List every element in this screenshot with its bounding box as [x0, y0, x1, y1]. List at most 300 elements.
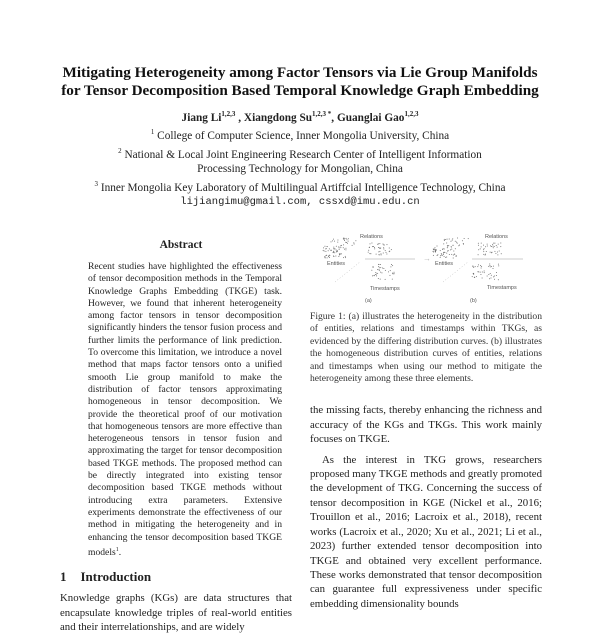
scatter-dot [376, 274, 377, 275]
abstract-body [88, 261, 282, 559]
scatter-dot [478, 254, 479, 255]
scatter-dot [343, 244, 344, 245]
scatter-dot [494, 275, 495, 276]
scatter-dot [483, 254, 484, 255]
scatter-dot [493, 266, 494, 267]
scatter-dot [473, 274, 474, 275]
scatter-dot [333, 239, 334, 240]
scatter-dot [491, 246, 492, 247]
scatter-dot [472, 265, 473, 266]
scatter-dot [353, 242, 354, 243]
scatter-dot [346, 238, 347, 239]
scatter-dot [339, 249, 340, 250]
scatter-dot [490, 277, 491, 278]
scatter-dot [346, 239, 347, 240]
scatter-dot [374, 275, 375, 276]
scatter-dot [334, 252, 335, 253]
scatter-dot [377, 273, 378, 274]
scatter-dot [375, 272, 376, 273]
scatter-dot [446, 253, 447, 254]
scatter-dot [393, 273, 394, 274]
scatter-dot [382, 268, 383, 269]
scatter-dot [328, 255, 329, 256]
scatter-dot [325, 251, 326, 252]
scatter-dot [370, 253, 371, 254]
scatter-dot [435, 249, 436, 250]
scatter-dot [324, 246, 325, 247]
scatter-dot [490, 245, 491, 246]
scatter-dot [333, 256, 334, 257]
footnote-mark[interactable]: 1 [115, 546, 119, 553]
scatter-dot [449, 254, 450, 255]
author-name: Xiangdong Su [243, 111, 313, 124]
scatter-dot [447, 246, 448, 247]
affiliation-text: National & Local Joint Engineering Research Center of Intelligent Information [124, 148, 482, 161]
figure-1 [305, 232, 545, 304]
scatter-dot [386, 252, 387, 253]
affiliation [0, 162, 600, 177]
scatter-dot [340, 247, 341, 248]
scatter-dot [474, 277, 475, 278]
label-timestamps: Timestamps [370, 286, 400, 292]
affiliation [0, 177, 600, 195]
scatter-dot [378, 278, 379, 279]
scatter-dot [485, 246, 486, 247]
scatter-dot [490, 273, 491, 274]
scatter-dot [453, 257, 454, 258]
abstract-end: . [118, 547, 122, 559]
scatter-dot [498, 265, 499, 266]
right-column [305, 232, 545, 611]
left-column [60, 238, 292, 635]
scatter-dot [382, 244, 383, 245]
paper-title [0, 64, 600, 100]
scatter-dot [490, 252, 491, 253]
scatter-dot [348, 238, 349, 239]
scatter-dot [440, 257, 441, 258]
title-line-1: Mitigating Heterogeneity among Factor Tensors via Lie Group Manifolds [62, 64, 538, 81]
scatter-dot [483, 249, 484, 250]
scatter-dot [339, 247, 340, 248]
scatter-dot [437, 254, 438, 255]
scatter-dot [487, 245, 488, 246]
scatter-dot [372, 246, 373, 247]
scatter-dot [498, 244, 499, 245]
scatter-dot [496, 275, 497, 276]
author-name: Jiang Li [181, 111, 222, 124]
scatter-dot [437, 255, 438, 256]
scatter-dot [378, 266, 379, 267]
scatter-dot [448, 245, 449, 246]
figure-panel-b [435, 234, 523, 304]
scatter-dot [441, 253, 442, 254]
scatter-dot [380, 264, 381, 265]
figure-panel-a [327, 234, 415, 304]
scatter-dot [334, 241, 335, 242]
scatter-dot [446, 242, 447, 243]
scatter-dot [496, 245, 497, 246]
scatter-dot [449, 238, 450, 239]
label-entities: Entities [327, 261, 346, 267]
scatter-dot [344, 240, 345, 241]
scatter-dot [433, 255, 434, 256]
scatter-dot [374, 247, 375, 248]
scatter-dot [330, 250, 331, 251]
scatter-dot [369, 253, 370, 254]
scatter-dot [490, 266, 491, 267]
scatter-dot [450, 249, 451, 250]
scatter-dot [377, 244, 378, 245]
abstract-heading: Abstract [159, 239, 203, 251]
scatter-dot [391, 249, 392, 250]
label-b: (b) [470, 298, 477, 304]
scatter-dot [344, 249, 345, 250]
scatter-dot [492, 244, 493, 245]
scatter-dot [493, 276, 494, 277]
scatter-dot [481, 266, 482, 267]
scatter-dot [495, 253, 496, 254]
scatter-dot [335, 255, 336, 256]
scatter-dot [455, 241, 456, 242]
scatter-dot [392, 265, 393, 266]
scatter-dot [333, 251, 334, 252]
scatter-dot [478, 243, 479, 244]
scatter-dot [444, 240, 445, 241]
author-names: Jiang Li$^{1,2,3}$ , Xiangdong $Su^{1,2,3 *}$, Guanglai Gao$^{1,2,3}$ [181, 110, 419, 124]
scatter-dot [488, 274, 489, 275]
scatter-dot [374, 248, 375, 249]
scatter-dot [491, 252, 492, 253]
scatter-dot [451, 247, 452, 248]
scatter-dot [389, 251, 390, 252]
scatter-dot [494, 243, 495, 244]
scatter-dot [376, 275, 377, 276]
scatter-dot [324, 250, 325, 251]
scatter-dot [497, 252, 498, 253]
scatter-dot [386, 244, 387, 245]
scatter-dot [379, 267, 380, 268]
scatter-dot [497, 254, 498, 255]
scatter-dot [339, 254, 340, 255]
scatter-dot [481, 246, 482, 247]
scatter-dot [343, 257, 344, 258]
scatter-dot [372, 275, 373, 276]
scatter-dot [433, 251, 434, 252]
scatter-dot [327, 257, 328, 258]
scatter-dot [487, 276, 488, 277]
scatter-dot [493, 247, 494, 248]
scatter-dot [373, 267, 374, 268]
scatter-dot [378, 251, 379, 252]
affiliation-text: College of Computer Science, Inner Mongolia University, China [157, 130, 450, 143]
scatter-dot [440, 250, 441, 251]
scatter-dot [494, 251, 495, 252]
scatter-dot [390, 266, 391, 267]
scatter-dot [445, 257, 446, 258]
scatter-dot [457, 243, 458, 244]
scatter-dot [378, 243, 379, 244]
scatter-dot [375, 274, 376, 275]
paragraph: the missing facts, thereby enhancing the richness and accuracy of the KGs and TKGs. This work mainly focuses on TKGE. [310, 404, 542, 446]
scatter-dot [453, 255, 454, 256]
scatter-dot [482, 272, 483, 273]
scatter-dot [483, 251, 484, 252]
scatter-dot [389, 247, 390, 248]
affiliation-text: Inner Mongolia Key Laboratory of Multilingual Artiffcial Intelligence Technology, China [100, 181, 506, 194]
section-title: Introduction [80, 569, 152, 585]
author-name: Guanglai Gao [336, 111, 405, 124]
scatter-dot [477, 271, 478, 272]
scatter-dot [494, 279, 495, 280]
scatter-dot [491, 275, 492, 276]
scatter-dot [491, 266, 492, 267]
scatter-dot [343, 247, 344, 248]
scatter-dot [385, 250, 386, 251]
scatter-dot [388, 271, 389, 272]
scatter-dot [450, 241, 451, 242]
scatter-dot [354, 243, 355, 244]
scatter-dot [488, 266, 489, 267]
scatter-dot [493, 243, 494, 244]
abstract-text: Recent studies have highlighted the effectiveness of tensor decomposition methods in the Temporal Knowledge Graphs Embedding (TKGE) task. However, we found that inherent heterogeneity among factor tensors in tensor decomposition significantly hinders the tensor fusion process and further limits the performance of link prediction. To overcome this limitation, we introduce a novel method that maps factor tensors onto a unified smooth Lie group manifold to make the distribution of factor tensors approximating homogeneous in tensor decomposition. We provide the theoretical proof of our motivation that homogeneous tensors are more effective than heterogeneous tensors in tensor fusion and approximating the target for tensor decomposition based TKGE methods. The proposed method can be directly integrated into existing tensor decomposition based TKGE methods without introducing extra parameters. Extensive experiments demonstrate the effectiveness of our method in mitigating the heterogeneity and in enhancing the tensor decomposition based TKGE models [88, 261, 282, 559]
scatter-dot [338, 256, 339, 257]
scatter-dot [329, 257, 330, 258]
scatter-dot [380, 253, 381, 254]
scatter-dot [352, 245, 353, 246]
scatter-dot [327, 246, 328, 247]
scatter-dot [384, 245, 385, 246]
scatter-dot [392, 279, 393, 280]
scatter-dot [447, 247, 448, 248]
scatter-dot [369, 247, 370, 248]
scatter-dot [381, 254, 382, 255]
scatter-dot [486, 251, 487, 252]
scatter-dot [380, 267, 381, 268]
scatter-dot [368, 250, 369, 251]
scatter-dot [433, 248, 434, 249]
scatter-dot [379, 243, 380, 244]
scatter-dot [440, 255, 441, 256]
affiliation-sup: 3 [94, 179, 99, 188]
scatter-dot [443, 243, 444, 244]
scatter-dot [500, 243, 501, 244]
scatter-dot [348, 241, 349, 242]
scatter-dot [347, 243, 348, 244]
scatter-dot [451, 249, 452, 250]
scatter-dot [383, 268, 384, 269]
scatter-dot [444, 252, 445, 253]
scatter-dot [454, 254, 455, 255]
scatter-dot [379, 269, 380, 270]
scatter-dot [371, 270, 372, 271]
scatter-dot [341, 245, 342, 246]
scatter-dot [379, 251, 380, 252]
author-sup: 1,2,3 [404, 110, 419, 118]
scatter-dot [385, 270, 386, 271]
scatter-dot [345, 257, 346, 258]
scatter-dot [456, 256, 457, 257]
scatter-dot [371, 243, 372, 244]
scatter-dot [484, 272, 485, 273]
scatter-dot [345, 249, 346, 250]
scatter-dot [391, 264, 392, 265]
scatter-dot [334, 248, 335, 249]
scatter-dot [482, 277, 483, 278]
scatter-dot [481, 268, 482, 269]
author-emails: lijiangimu@gmail.com, cssxd@imu.edu.cn [180, 196, 420, 209]
right-column-text [310, 403, 542, 611]
scatter-dot [444, 239, 445, 240]
scatter-dot [481, 243, 482, 244]
scatter-dot [473, 267, 474, 268]
scatter-dot [434, 249, 435, 250]
scatter-dot [492, 245, 493, 246]
arrow-icon: → [423, 254, 431, 263]
scatter-dot [376, 254, 377, 255]
scatter-dot [463, 243, 464, 244]
title-line-2: for Tensor Decomposition Based Temporal Knowledge Graph Embedding [61, 82, 539, 99]
scatter-dot [386, 253, 387, 254]
scatter-dot [337, 239, 338, 240]
scatter-dot [326, 255, 327, 256]
scatter-dot [381, 272, 382, 273]
scatter-dot [383, 248, 384, 249]
scatter-dot [447, 251, 448, 252]
scatter-dot [453, 245, 454, 246]
scatter-dot [373, 246, 374, 247]
scatter-dot [338, 246, 339, 247]
scatter-dot [333, 247, 334, 248]
scatter-dot [394, 272, 395, 273]
figure-caption: Figure 1: (a) illustrates the heterogeneity in the distribution of entities, relations and timestamps within TKGs, as evidenced by the differing distribution curves. (b) illustrates the homogeneous distribution curves of entities, relations and timestamps when using our method to mitigate the heterogeneity among these three elements. [310, 311, 542, 385]
scatter-dot [369, 243, 370, 244]
scatter-dot [478, 264, 479, 265]
scatter-dot [383, 252, 384, 253]
scatter-dot [489, 278, 490, 279]
scatter-dot [390, 270, 391, 271]
scatter-dot [443, 252, 444, 253]
scatter-dot [487, 244, 488, 245]
scatter-dot [345, 256, 346, 257]
scatter-dot [501, 253, 502, 254]
affiliation [0, 125, 600, 143]
scatter-dot [323, 250, 324, 251]
scatter-dot [344, 238, 345, 239]
label-relations: Relations [360, 234, 383, 240]
scatter-dot [434, 247, 435, 248]
scatter-dot [446, 256, 447, 257]
scatter-dot [456, 242, 457, 243]
scatter-dot [480, 272, 481, 273]
scatter-dot [332, 240, 333, 241]
scatter-dot [477, 266, 478, 267]
scatter-dot [442, 255, 443, 256]
label-entities: Entities [435, 261, 454, 267]
scatter-dot [499, 250, 500, 251]
scatter-dot [340, 245, 341, 246]
scatter-dot [378, 264, 379, 265]
scatter-dot [462, 240, 463, 241]
scatter-dot [394, 273, 395, 274]
scatter-dot [456, 255, 457, 256]
scatter-dot [498, 264, 499, 265]
section-number: 1 [60, 569, 67, 585]
scatter-dot [483, 245, 484, 246]
scatter-dot [455, 248, 456, 249]
scatter-dot [385, 279, 386, 280]
scatter-dot [498, 279, 499, 280]
scatter-dot [480, 274, 481, 275]
paragraph: As the interest in TKG grows, researchers proposed many TKGE methods and greatly promoted the development of TKG. Concerning the success of tensor decomposition in KGE (Nickel et al., 2016; Trouillon et al., 2016; Lacroix et al., 2018), recent works (Lacroix et al., 2020; Xu et al., 2021; Li et al., 2023) further extended tensor decomposition into TKGE and obtained very excellent performance. These works demonstrated that tensor decomposition can guarantee full expressiveness under specific embedding dimensionality bounds [310, 453, 542, 610]
scatter-dot [500, 246, 501, 247]
scatter-dot [442, 249, 443, 250]
scatter-dot [452, 238, 453, 239]
scatter-dot [345, 248, 346, 249]
scatter-dot [444, 256, 445, 257]
scatter-dot [485, 254, 486, 255]
scatter-dot [389, 275, 390, 276]
scatter-dot [331, 241, 332, 242]
scatter-dot [437, 246, 438, 247]
affiliation-sup: 1 [150, 128, 155, 137]
scatter-dot [453, 250, 454, 251]
author-sup: 1,2,3 [221, 110, 236, 118]
scatter-dot [329, 255, 330, 256]
label-relations: Relations [485, 234, 508, 240]
scatter-dot [458, 245, 459, 246]
scatter-dot [447, 245, 448, 246]
scatter-dot [484, 248, 485, 249]
scatter-dot [380, 248, 381, 249]
scatter-dot [379, 254, 380, 255]
label-a: (a) [365, 298, 372, 304]
scatter-dot [337, 251, 338, 252]
scatter-dot [485, 254, 486, 255]
scatter-dot [355, 240, 356, 241]
scatter-dot [325, 257, 326, 258]
section-heading-introduction [60, 569, 292, 585]
scatter-dot [336, 246, 337, 247]
scatter-dot [336, 249, 337, 250]
scatter-dot [478, 249, 479, 250]
scatter-dot [468, 238, 469, 239]
scatter-dot [476, 276, 477, 277]
scatter-dot [489, 264, 490, 265]
scatter-dot [368, 252, 369, 253]
scatter-dot [380, 279, 381, 280]
scatter-dot [464, 238, 465, 239]
scatter-dot [435, 251, 436, 252]
scatter-dot [496, 272, 497, 273]
scatter-dot [443, 254, 444, 255]
scatter-dot [326, 248, 327, 249]
scatter-dot [323, 247, 324, 248]
scatter-dot [480, 248, 481, 249]
intro-paragraph: Knowledge graphs (KGs) are data structures that encapsulate knowledge triples of real-world entities and their interrelationships, and are widely [60, 592, 292, 634]
author-sup: 1,2,3 * [312, 110, 332, 118]
scatter-dot [472, 276, 473, 277]
scatter-dot [340, 253, 341, 254]
scatter-dot [345, 242, 346, 243]
scatter-dot [337, 242, 338, 243]
label-timestamps: Timestamps [487, 285, 517, 291]
scatter-dot [484, 271, 485, 272]
affiliation-sup: 2 [118, 146, 122, 155]
scatter-dot [447, 239, 448, 240]
scatter-dot [444, 249, 445, 250]
scatter-dot [343, 238, 344, 239]
scatter-dot [328, 250, 329, 251]
